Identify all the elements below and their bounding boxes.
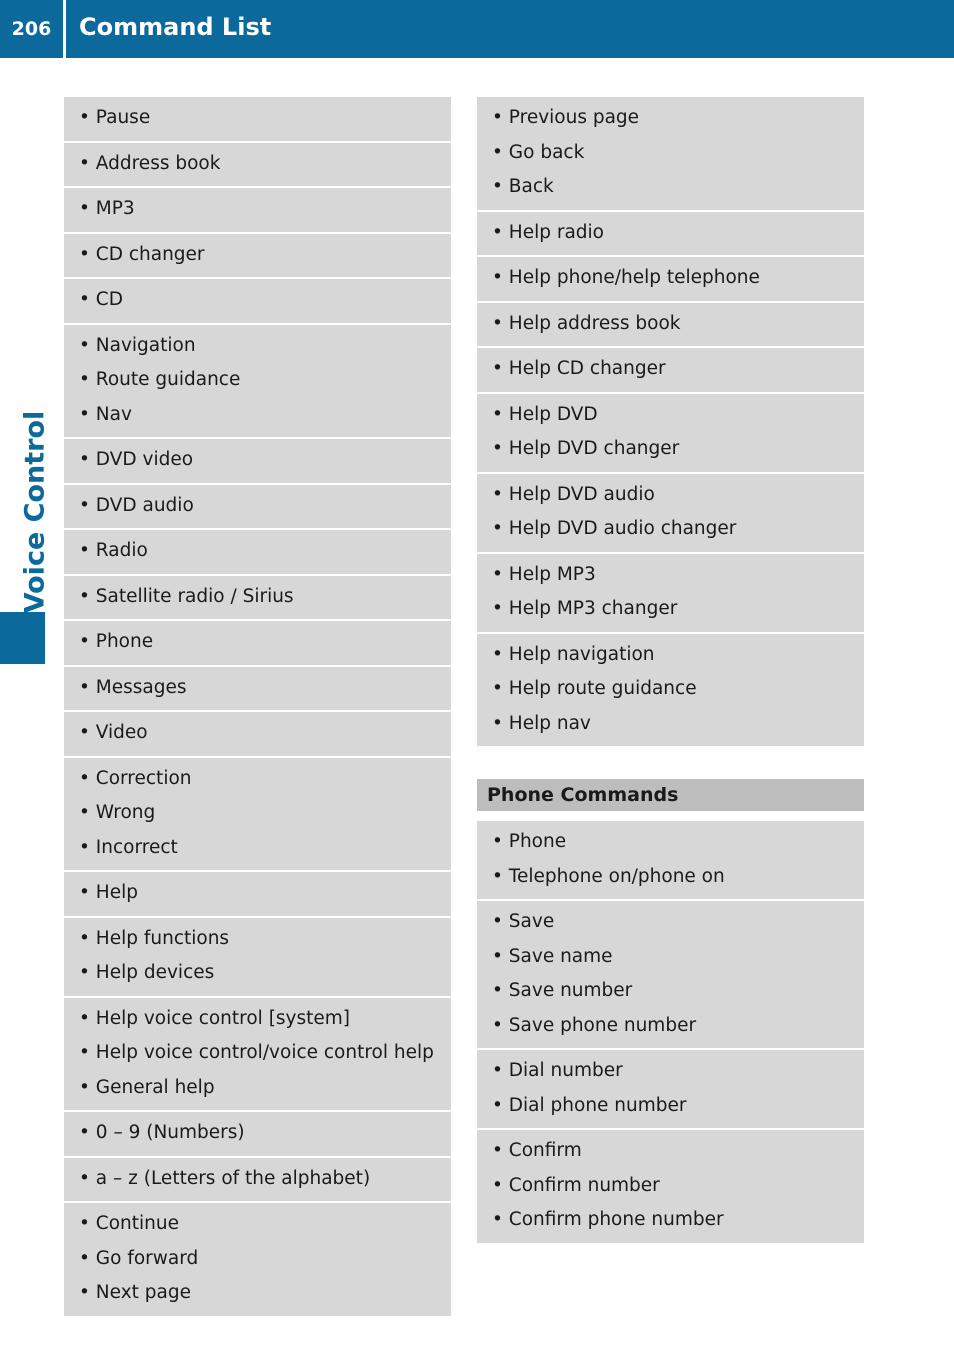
command-group bbox=[64, 998, 451, 1113]
command-group bbox=[64, 234, 451, 280]
command-item: • Help route guidance bbox=[492, 678, 697, 699]
left-command-column bbox=[64, 97, 451, 1318]
command-group bbox=[64, 325, 451, 440]
command-item: • Phone bbox=[79, 631, 154, 652]
command-group bbox=[477, 1130, 864, 1245]
command-group bbox=[477, 1050, 864, 1130]
command-item: • Dial phone number bbox=[492, 1094, 687, 1116]
command-item: • Back bbox=[492, 176, 554, 197]
command-item: • Address book bbox=[79, 152, 221, 174]
command-item: • Help functions bbox=[79, 927, 230, 949]
command-group bbox=[477, 901, 864, 1050]
side-tab-label: Voice Control bbox=[19, 410, 51, 614]
command-item: • Incorrect bbox=[79, 836, 178, 858]
command-item: • Continue bbox=[79, 1213, 179, 1234]
command-group bbox=[477, 212, 864, 258]
command-item: • Help MP3 bbox=[492, 563, 596, 585]
command-group bbox=[477, 394, 864, 474]
command-item: • Help DVD audio bbox=[492, 483, 655, 505]
command-item: • Help phone/help telephone bbox=[492, 267, 760, 288]
command-item: • Help voice control [system] bbox=[79, 1007, 351, 1029]
command-group bbox=[64, 188, 451, 234]
command-item: • DVD video bbox=[79, 449, 194, 470]
command-item: • Help CD changer bbox=[492, 358, 666, 379]
command-item: • Previous page bbox=[492, 107, 640, 128]
command-item: • Save name bbox=[492, 945, 613, 967]
command-group bbox=[477, 821, 864, 901]
command-item: • Dial number bbox=[492, 1060, 623, 1081]
header-divider bbox=[63, 0, 66, 58]
command-item: • Help devices bbox=[79, 962, 215, 983]
command-group bbox=[64, 279, 451, 325]
command-item: • DVD audio bbox=[79, 494, 194, 516]
command-group bbox=[477, 303, 864, 349]
command-item: • MP3 bbox=[79, 198, 135, 219]
command-group bbox=[477, 554, 864, 634]
command-item: • Route guidance bbox=[79, 369, 241, 390]
command-item: • CD changer bbox=[79, 243, 205, 265]
command-item: • Go back bbox=[492, 141, 585, 163]
command-item: • Confirm number bbox=[492, 1174, 660, 1196]
command-item: • Messages bbox=[79, 676, 187, 698]
command-item: • Radio bbox=[79, 540, 148, 561]
command-item: • Confirm phone number bbox=[492, 1209, 724, 1230]
phone-commands-heading: Phone Commands bbox=[477, 779, 864, 811]
command-group bbox=[64, 530, 451, 576]
command-item: • Help radio bbox=[492, 221, 604, 243]
command-group bbox=[64, 918, 451, 998]
command-item: • Satellite radio / Sirius bbox=[79, 585, 294, 607]
command-item: • CD bbox=[79, 289, 123, 310]
command-group bbox=[64, 439, 451, 485]
command-group bbox=[64, 667, 451, 713]
command-item: • General help bbox=[79, 1076, 215, 1098]
command-item: • 0 – 9 (Numbers) bbox=[79, 1122, 245, 1143]
command-group bbox=[477, 474, 864, 554]
command-item: • Help DVD audio changer bbox=[492, 518, 737, 539]
command-item: • Help DVD bbox=[492, 403, 598, 425]
command-item: • Nav bbox=[79, 403, 132, 425]
right-command-column bbox=[477, 97, 864, 748]
command-item: • Correction bbox=[79, 767, 192, 789]
command-group bbox=[64, 97, 451, 143]
command-item: • Help voice control/voice control help bbox=[79, 1042, 434, 1063]
command-item: • Telephone on/phone on bbox=[492, 865, 725, 887]
command-group bbox=[64, 485, 451, 531]
command-item: • Phone bbox=[492, 831, 567, 852]
command-item: • Confirm bbox=[492, 1140, 582, 1161]
command-group bbox=[64, 143, 451, 189]
page-number: 206 bbox=[11, 18, 52, 40]
command-item: • Help MP3 changer bbox=[492, 598, 678, 619]
command-item: • Pause bbox=[79, 107, 151, 128]
command-group bbox=[64, 758, 451, 873]
command-group bbox=[477, 97, 864, 212]
command-item: • Save bbox=[492, 911, 555, 932]
command-group bbox=[64, 872, 451, 918]
command-group bbox=[477, 257, 864, 303]
command-item: • Save number bbox=[492, 980, 633, 1001]
command-group bbox=[477, 634, 864, 749]
command-item: • Video bbox=[79, 722, 148, 743]
command-item: • Save phone number bbox=[492, 1014, 697, 1036]
command-item: • Help navigation bbox=[492, 643, 655, 665]
command-group bbox=[477, 348, 864, 394]
command-item: • Help DVD changer bbox=[492, 438, 680, 459]
command-item: • Next page bbox=[79, 1282, 191, 1303]
command-group bbox=[64, 1158, 451, 1204]
page-title: Command List bbox=[79, 13, 272, 41]
command-item: • Help address book bbox=[492, 312, 681, 334]
page-header bbox=[0, 0, 954, 58]
command-item: • Help bbox=[79, 882, 138, 903]
command-group bbox=[64, 1112, 451, 1158]
command-group bbox=[64, 621, 451, 667]
command-item: • Go forward bbox=[79, 1247, 199, 1269]
command-item: • a – z (Letters of the alphabet) bbox=[79, 1167, 371, 1189]
phone-command-column bbox=[477, 821, 864, 1245]
side-tab-marker bbox=[0, 612, 45, 664]
command-group bbox=[64, 1203, 451, 1318]
command-group bbox=[64, 712, 451, 758]
command-item: • Help nav bbox=[492, 712, 591, 734]
command-item: • Wrong bbox=[79, 802, 156, 823]
command-item: • Navigation bbox=[79, 334, 196, 356]
command-group bbox=[64, 576, 451, 622]
